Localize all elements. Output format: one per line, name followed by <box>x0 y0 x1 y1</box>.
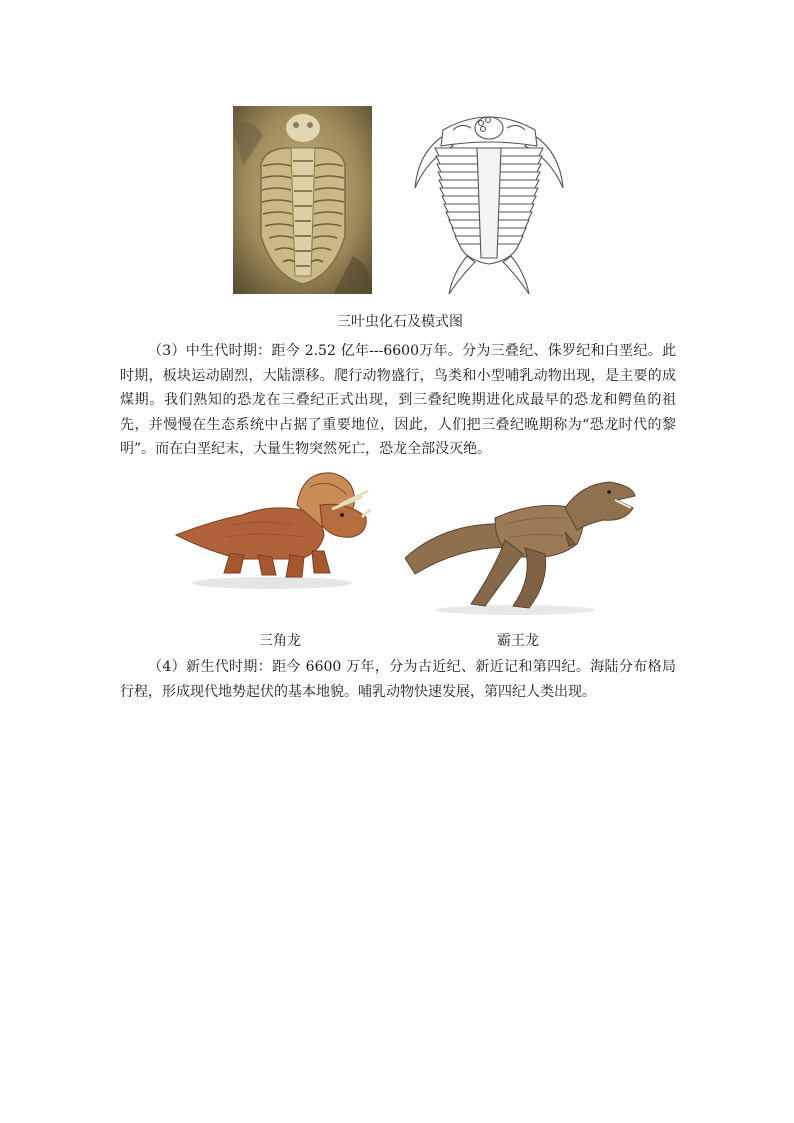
trilobite-fossil-photo <box>233 106 372 294</box>
tyrannosaurus-image <box>405 478 637 618</box>
tyrannosaurus-caption: 霸王龙 <box>497 633 539 649</box>
trilobite-diagram <box>413 108 565 294</box>
trilobite-caption: 三叶虫化石及模式图 <box>337 314 463 330</box>
triceratops-caption: 三角龙 <box>259 633 301 649</box>
triceratops-image <box>172 465 372 590</box>
paragraph-cenozoic: （4）新生代时期：距今 6600 万年，分为古近纪、新近记和第四纪。海陆分布格局行程，形成现代地势起伏的基本地貌。哺乳动物快速发展，第四纪人类出现。 <box>120 659 676 700</box>
paragraph-mesozoic: （3）中生代时期：距今 2.52 亿年---6600万年。分为三叠纪、侏罗纪和白垩纪。此时期，板块运动剧烈，大陆漂移。爬行动物盛行，鸟类和小型哺乳动物出现，是主要的成煤期。我们熟知的恐龙在三叠纪正式出现，到三叠纪晚期进化成最早的恐龙和鳄鱼的祖先，并慢慢在生态系统中占据了重要地位，因此，人们把三叠纪晚期称为“恐龙时代的黎明”。而在白垩纪末，大量生物突然死亡，恐龙全部没灭绝。 <box>120 343 676 457</box>
